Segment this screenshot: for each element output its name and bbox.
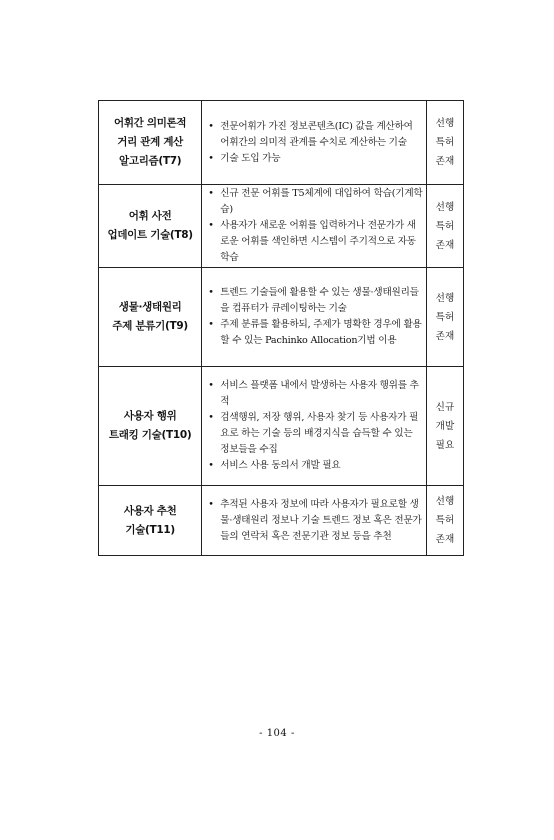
description-item: • 검색행위, 저장 행위, 사용자 찾기 등 사용자가 필요로 하는 기술 등의 배경지식을 습득할 수 있는 정보들을 수집 bbox=[208, 410, 424, 458]
table-row bbox=[99, 486, 464, 556]
description-item: • 전문어휘가 가진 정보콘텐츠(IC) 값을 계산하여 어휘간의 의미적 관계를 수치로 계산하는 기술 bbox=[208, 119, 424, 151]
tech-name-line: 주제 분류기(T9) bbox=[112, 320, 188, 332]
description-item: • 서비스 플랫폼 내에서 발생하는 사용자 행위를 추적 bbox=[208, 378, 424, 410]
table-row bbox=[99, 101, 464, 185]
tech-name-cell bbox=[99, 367, 202, 486]
status-line: 필요 bbox=[435, 439, 455, 451]
status-line: 선행 bbox=[435, 118, 455, 129]
tech-name-line: 트래킹 기술(T10) bbox=[108, 429, 192, 441]
status-line: 특허 bbox=[435, 137, 455, 148]
description-list bbox=[202, 119, 426, 167]
status-line: 선행 bbox=[435, 201, 455, 213]
tech-description-cell bbox=[202, 268, 427, 367]
status-line: 개발 bbox=[435, 420, 455, 432]
tech-description-cell bbox=[202, 185, 427, 268]
status-cell bbox=[426, 486, 463, 556]
status-cell bbox=[426, 101, 463, 185]
status-line: 선행 bbox=[435, 496, 455, 507]
status-cell bbox=[426, 367, 463, 486]
status-cell bbox=[426, 268, 463, 367]
status-line: 존재 bbox=[435, 534, 455, 545]
status-line: 특허 bbox=[435, 515, 455, 526]
tech-description-cell bbox=[202, 101, 427, 185]
description-item: • 기술 도입 가능 bbox=[208, 151, 424, 167]
status-line: 존재 bbox=[435, 156, 455, 167]
description-item: • 추적된 사용자 정보에 따라 사용자가 필요로할 생물·생태원리 정보나 기술 트렌드 정보 혹은 전문가들의 연락처 혹은 전문기관 정보 등을 추천 bbox=[208, 497, 424, 545]
description-item: • 신규 전문 어휘를 T5체계에 대입하여 학습(기계학습) bbox=[208, 186, 424, 218]
tech-name-line: 거리 관계 계산 bbox=[117, 136, 184, 148]
status-line: 선행 bbox=[435, 292, 455, 304]
description-list bbox=[202, 285, 426, 349]
tech-name-line: 기술(T11) bbox=[125, 523, 175, 536]
tech-name-cell bbox=[99, 185, 202, 268]
description-item: • 주제 분류를 활용하되, 주제가 명확한 경우에 활용할 수 있는 Pachinko Allocation기법 이용 bbox=[208, 317, 424, 349]
description-list bbox=[202, 186, 426, 266]
table-row bbox=[99, 268, 464, 367]
tech-description-cell bbox=[202, 486, 427, 556]
status-line: 신규 bbox=[435, 401, 455, 413]
description-item: • 서비스 사용 동의서 개발 필요 bbox=[208, 458, 424, 474]
status-line: 특허 bbox=[435, 311, 455, 323]
description-item: • 트렌드 기술들에 활용할 수 있는 생물·생태원리들을 컴퓨터가 큐레이팅하는 기술 bbox=[208, 285, 424, 317]
status-line: 존재 bbox=[435, 330, 455, 342]
description-list bbox=[202, 497, 426, 545]
tech-name-line: 사용자 행위 bbox=[123, 410, 177, 422]
description-list bbox=[202, 378, 426, 474]
status-line: 특허 bbox=[435, 220, 455, 232]
table-row bbox=[99, 185, 464, 268]
tech-name-line: 업데이트 기술(T8) bbox=[107, 229, 193, 241]
tech-name-line: 알고리즘(T7) bbox=[119, 155, 182, 167]
status-cell bbox=[426, 185, 463, 268]
tech-name-cell bbox=[99, 486, 202, 556]
tech-name-cell bbox=[99, 101, 202, 185]
description-item: • 사용자가 새로운 어휘를 입력하거나 전문가가 새로운 어휘를 색인하면 시스템이 주기적으로 자동 학습 bbox=[208, 218, 424, 266]
tech-name-line: 어휘간 의미론적 bbox=[114, 117, 187, 129]
tech-description-cell bbox=[202, 367, 427, 486]
page-number: - 104 - bbox=[259, 728, 295, 739]
technology-table bbox=[98, 100, 464, 556]
tech-name-cell bbox=[99, 268, 202, 367]
table-row bbox=[99, 367, 464, 486]
status-line: 존재 bbox=[435, 239, 455, 251]
tech-name-line: 어휘 사전 bbox=[128, 210, 172, 222]
tech-name-line: 생물·생태원리 bbox=[118, 301, 182, 313]
tech-name-line: 사용자 추천 bbox=[123, 504, 177, 517]
